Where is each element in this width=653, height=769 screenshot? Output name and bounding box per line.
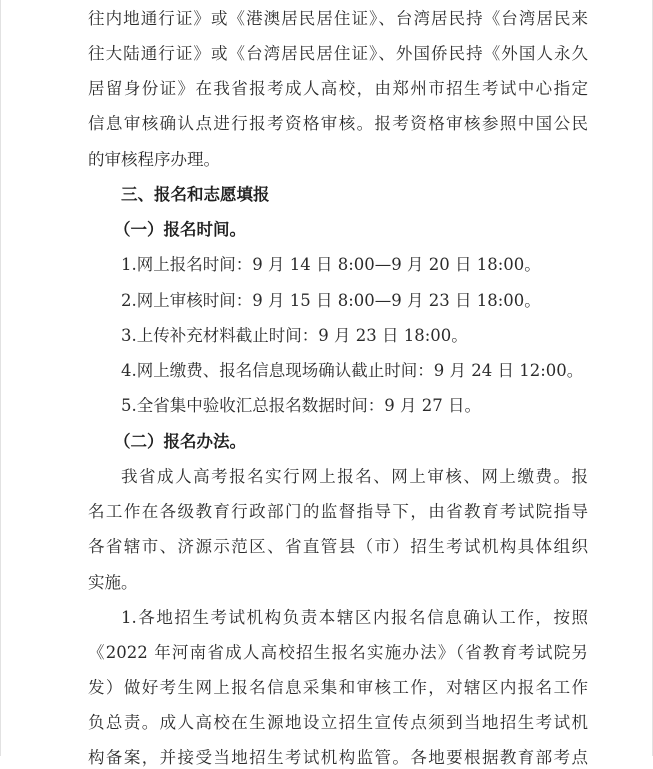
paragraph-line: 居留身份证》在我省报考成人高校，由郑州市招生考试中心指定 (88, 79, 588, 98)
paragraph-line: 的审核程序办理。 (88, 150, 220, 169)
paragraph-line: 发）做好考生网上报名信息采集和审核工作，对辖区内报名工作 (88, 678, 588, 697)
list-item: 3.上传补充材料截止时间：9 月 23 日 18:00。 (121, 326, 468, 345)
subsection-heading: （一）报名时间。 (114, 220, 246, 239)
paragraph-line: 负总责。成人高校在生源地设立招生宣传点须到当地招生考试机 (88, 713, 588, 732)
paragraph-line: 信息审核确认点进行报考资格审核。报考资格审核参照中国公民 (88, 114, 588, 133)
list-item: 4.网上缴费、报名信息现场确认截止时间：9 月 24 日 12:00。 (121, 361, 584, 380)
paragraph-line: 往大陆通行证》或《台湾居民居住证》、外国侨民持《外国人永久 (88, 44, 588, 63)
paragraph-line: 各省辖市、济源示范区、省直管县（市）招生考试机构具体组织 (88, 537, 588, 556)
subsection-heading: （二）报名办法。 (114, 432, 246, 451)
paragraph-line: 往内地通行证》或《港澳居民居住证》、台湾居民持《台湾居民来 (88, 9, 588, 28)
paragraph-line: 我省成人高考报名实行网上报名、网上审核、网上缴费。报 (121, 467, 588, 486)
paragraph-line: 《2022 年河南省成人高校招生报名实施办法》（省教育考试院另 (88, 643, 588, 662)
section-heading: 三、报名和志愿填报 (121, 185, 270, 204)
paragraph-line: 1.各地招生考试机构负责本辖区内报名信息确认工作，按照 (121, 608, 588, 627)
paragraph-line: 名工作在各级教育行政部门的监督指导下，由省教育考试院指导 (88, 502, 588, 521)
paragraph-line: 实施。 (88, 573, 138, 592)
list-item: 2.网上审核时间：9 月 15 日 8:00—9 月 23 日 18:00。 (121, 291, 541, 310)
list-item: 5.全省集中验收汇总报名数据时间：9 月 27 日。 (121, 396, 481, 415)
paragraph-line: 构备案，并接受当地招生考试机构监管。各地要根据教育部考点 (88, 748, 588, 767)
list-item: 1.网上报名时间：9 月 14 日 8:00—9 月 20 日 18:00。 (121, 255, 541, 274)
